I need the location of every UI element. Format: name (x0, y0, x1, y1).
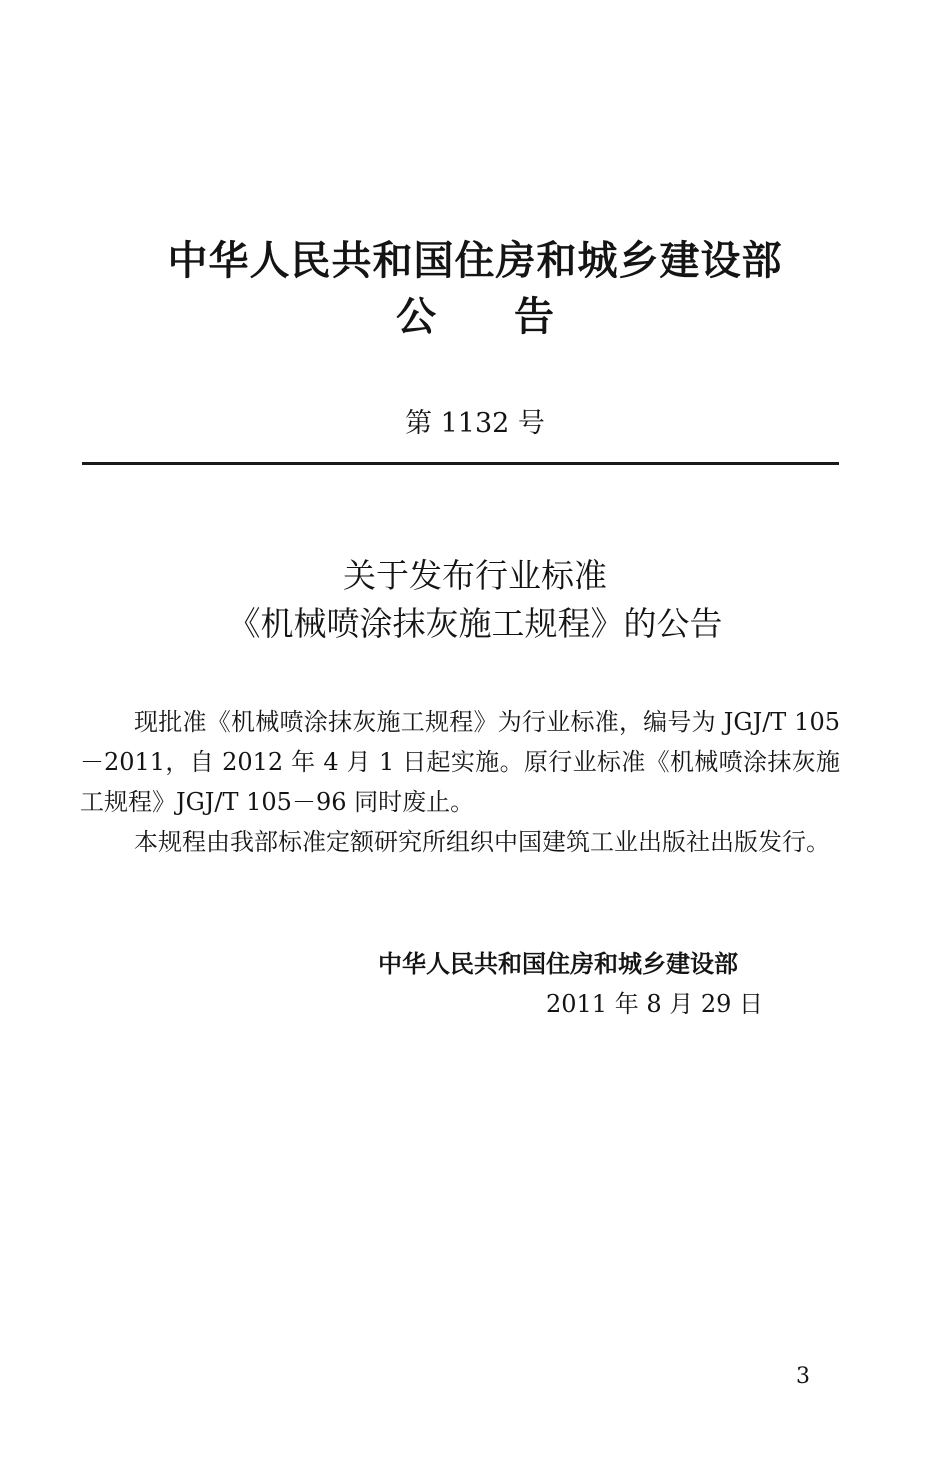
signature-organization: 中华人民共和国住房和城乡建设部 (378, 950, 738, 978)
page-number: 3 (796, 1364, 810, 1389)
document-number: 第 1132 号 (405, 408, 545, 439)
subject-line-1: 关于发布行业标准 (343, 556, 607, 595)
ministry-title: 中华人民共和国住房和城乡建设部 (167, 238, 783, 284)
announcement-heading: 公告 (396, 294, 632, 340)
body-paragraph-1: 现批准《机械喷涂抹灰施工规程》为行业标准，编号为 JGJ/T 105－2011，自 2012 年 4 月 1 日起实施。原行业标准《机械喷涂抹灰施工规程》JGJ/T 105－96 同时废止。 (80, 708, 840, 816)
body-paragraph-2: 本规程由我部标准定额研究所组织中国建筑工业出版社出版发行。 (134, 828, 830, 856)
header-divider (82, 462, 839, 465)
signature-date: 2011 年 8 月 29 日 (546, 990, 764, 1018)
subject-line-2: 《机械喷涂抹灰施工规程》的公告 (227, 604, 723, 643)
